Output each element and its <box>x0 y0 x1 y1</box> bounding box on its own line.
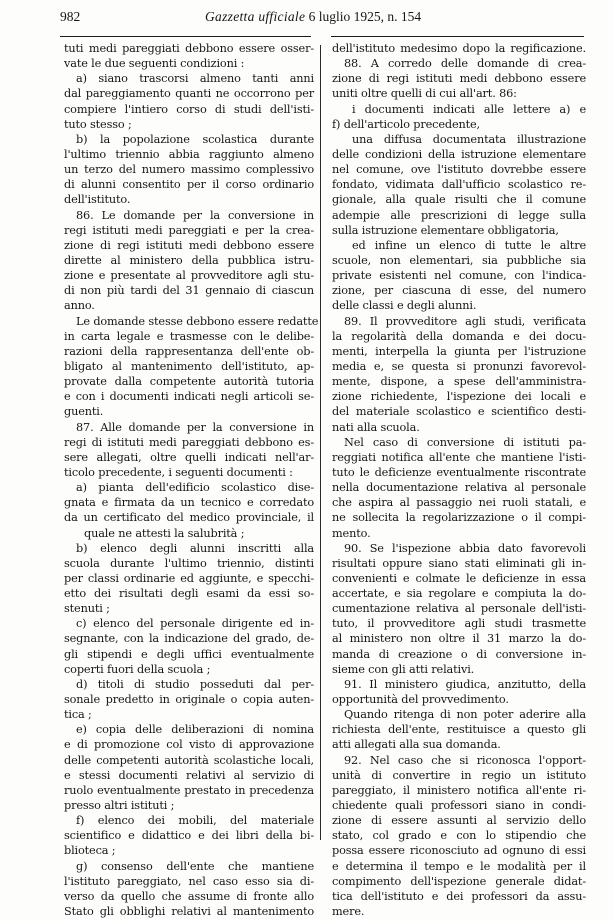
text-line: ticolo precedente, i seguenti documenti : <box>64 465 293 479</box>
text-line: zione di essere assunti al servizio dello <box>332 814 586 828</box>
text-line: tuto, il provveditore agli studi trasmette <box>332 617 586 631</box>
text-line: c) elenco del personale dirigente ed in- <box>76 617 314 631</box>
text-line: 86. Le domande per la conversione in <box>76 208 314 222</box>
text-line: Quando ritenga di non poter aderire alla <box>344 708 586 722</box>
text-line: nati alla scuola. <box>332 420 420 434</box>
gazette-title: Gazzetta ufficiale <box>205 9 306 24</box>
text-line: zione, per ciascuna di esse, del numero <box>332 284 586 298</box>
text-line: compiere l'intiero corso di studi dell'isti- <box>64 102 314 116</box>
text-line: etto dei risultati degli esami da essi so- <box>64 587 314 601</box>
text-line: e determina il tempo e le modalità per il <box>332 859 586 873</box>
text-line: regi istituti medi pareggiati e per la crea- <box>64 223 314 237</box>
text-line: b) la popolazione scolastica durante <box>76 132 314 146</box>
text-line: a) pianta dell'edificio scolastico dise- <box>76 481 314 495</box>
text-line: e con i documenti indicati negli articoli se- <box>64 390 314 404</box>
page-number: 982 <box>60 9 81 24</box>
text-line: richiesta dell'ente, restituisce a questo gli <box>332 723 586 737</box>
text-line: presso altri istituti ; <box>64 799 175 813</box>
text-line: una diffusa documentata illustrazione <box>352 132 586 146</box>
text-line: ruolo eventualmente prestato in precedenza <box>64 783 314 797</box>
text-line: g) consenso dell'ente che mantiene <box>76 859 314 873</box>
text-line: stato, col grado e con lo stipendio che <box>332 829 586 843</box>
text-line: anno. <box>64 299 95 313</box>
text-line: coperti fuori della scuola ; <box>64 662 211 676</box>
text-line: zione richiedente, l'ispezione dei locali e <box>332 390 586 404</box>
text-line: ed infine un elenco di tutte le altre <box>352 238 586 252</box>
text-line: b) elenco degli alunni inscritti alla <box>76 541 314 555</box>
header-rule-left <box>60 36 311 37</box>
text-line: atti allegati alla sua domanda. <box>332 738 501 752</box>
text-line: di alunni consentito per il corso ordinario <box>64 178 314 192</box>
text-line: 89. Il provveditore agli studi, verificata <box>344 314 586 328</box>
text-line: pareggiato, il ministero notifica all'ente ri- <box>332 783 586 797</box>
text-line: da un certificato del medico provinciale, il <box>64 511 314 525</box>
text-line: unità di convertire in regio un istituto <box>332 768 586 782</box>
text-line: opportunità del provvedimento. <box>332 693 509 707</box>
text-line: d) titoli di studio posseduti dal per- <box>76 677 314 691</box>
text-line: zione e presentate al provveditore agli stu- <box>64 269 314 283</box>
text-line: delle competenti autorità scolastiche locali, <box>64 753 314 767</box>
text-line: tuti medi pareggiati debbono essere osser- <box>64 42 314 55</box>
text-line: fondato, vidimata dall'ufficio scolastico re- <box>332 178 586 192</box>
text-line: nel comune, ove l'istituto dovrebbe essere <box>332 163 586 177</box>
text-line: cumentazione relativa al personale dell'isti- <box>332 602 586 616</box>
text-line: zione di regi istituti medi debbono essere <box>64 238 314 252</box>
text-line: nella documentazione relativa al personale <box>332 481 586 495</box>
text-line: f) elenco dei mobili, del materiale <box>76 814 314 828</box>
text-line: a) siano trascorsi almeno tanti anni <box>76 72 314 86</box>
text-line: 92. Nel caso che si riconosca l'opport- <box>344 753 586 767</box>
text-line: verso da quello che assume di fronte allo <box>64 889 314 903</box>
text-line: manda di creazione o di conversione in- <box>332 647 586 661</box>
text-line: dirette al ministero della pubblica istru- <box>64 253 314 267</box>
text-line: Nel caso di conversione di istituti pa- <box>344 435 586 449</box>
text-line: in carta legale e trasmesse con le delibe- <box>64 329 314 343</box>
text-line: delle condizioni della istruzione elementare <box>332 147 586 161</box>
text-line: quale ne attesti la salubrità ; <box>84 526 245 540</box>
issue-date: 6 luglio 1925, n. 154 <box>305 9 422 24</box>
page-header <box>0 9 614 29</box>
text-line: dal pareggiamento quanti ne occorrono per <box>64 87 314 101</box>
text-line: 90. Se l'ispezione abbia dato favorevoli <box>344 541 586 555</box>
text-line: Stato gli obblighi relativi al mantenimento <box>64 905 314 919</box>
text-line: e stessi documenti relativi al servizio di <box>64 768 314 782</box>
text-line: per classi ordinarie ed aggiunte, e specchi- <box>64 571 314 585</box>
text-line: dell'istituto. <box>64 193 131 207</box>
header-rule-right <box>331 36 584 37</box>
running-title <box>205 9 421 25</box>
text-line: 87. Alle domande per la conversione in <box>76 420 314 434</box>
text-line: 91. Il ministero giudica, anzitutto, della <box>344 677 586 691</box>
text-line: l'ultimo triennio abbia raggiunto almeno <box>64 147 314 161</box>
text-line: mere. <box>332 905 365 919</box>
text-line: blioteca ; <box>64 844 116 858</box>
text-line: l'istituto pareggiato, nel caso esso sia di- <box>64 874 314 888</box>
text-line: tuto stesso ; <box>64 117 132 131</box>
text-line: che aspira al passaggio nei ruoli statali, e <box>332 496 586 510</box>
text-line: sonale predetto in originale o copia auten- <box>64 693 314 707</box>
text-line: sieme con gli atti relativi. <box>332 662 475 676</box>
text-line: al ministero non oltre il 31 marzo la do- <box>332 632 586 646</box>
right-column <box>332 41 586 919</box>
text-line: sere allegati, oltre quelli indicati nell'ar- <box>64 450 314 464</box>
text-line: zione di regi istituti medi debbono essere <box>332 72 586 86</box>
text-line: menti, interpella la giunta per l'istruzione <box>332 344 586 358</box>
left-column <box>64 41 319 919</box>
text-line: scientifico e didattico e dei libri della bi- <box>64 829 314 843</box>
text-line: mento. <box>332 526 371 540</box>
text-line: guenti. <box>64 405 104 419</box>
text-line: media e, se questa si pronunzi favorevol- <box>332 359 586 373</box>
text-line: delle classi e degli alunni. <box>332 299 477 313</box>
text-line: reggiati notifica all'ente che mantiene l'isti- <box>332 450 586 464</box>
text-line: razioni della rappresentanza dell'ente ob- <box>64 344 314 358</box>
text-line: sulla istruzione elementare obbligatoria, <box>332 223 559 237</box>
text-line: tica ; <box>64 708 92 722</box>
text-line: scuola durante l'ultimo triennio, distinti <box>64 556 314 570</box>
text-line: risultati oppure siano stati eliminati gli in- <box>332 556 586 570</box>
text-line: tica dell'istituto e dei professori da assu- <box>332 889 586 903</box>
text-line: possa essere riconosciuto ad ognuno di essi <box>332 844 586 858</box>
text-line: convenienti e colmate le deficienze in essa <box>332 571 586 585</box>
text-line: e) copia delle deliberazioni di nomina <box>76 723 314 737</box>
text-line: bligato al mantenimento dell'istituto, ap- <box>64 359 314 373</box>
text-line: 88. A corredo delle domande di crea- <box>344 57 586 71</box>
text-line: adempie alle prescrizioni di legge sulla <box>332 208 586 222</box>
text-line: f) dell'articolo precedente, <box>332 117 480 131</box>
text-line: gnata e firmata da un tecnico e corredato <box>64 496 314 510</box>
text-line: regi di istituti medi pareggiati debbono es- <box>64 435 314 449</box>
text-line: di non più tardi del 31 gennaio di ciascun <box>64 284 314 298</box>
text-line: segnante, con la indicazione del grado, de- <box>64 632 314 646</box>
text-line: scuole, non elementari, sia pubbliche sia <box>332 253 586 267</box>
text-line: Le domande stesse debbono essere redatte <box>76 314 319 328</box>
text-line: vate le due seguenti condizioni : <box>64 57 245 71</box>
text-line: gli stipendi e degli uffici eventualmente <box>64 647 314 661</box>
text-line: tuto le deficienze eventualmente riscontrate <box>332 465 586 479</box>
text-line: private esistenti nel comune, con l'indica- <box>332 269 586 283</box>
text-line: e di promozione col visto di approvazione <box>64 738 314 752</box>
text-line: ne sollecita la regolarizzazione o il compi- <box>332 511 586 525</box>
text-line: chiedente quali professori siano in condi- <box>332 799 586 813</box>
text-line: compimento dell'ispezione generale didat- <box>332 874 586 888</box>
column-separator <box>320 45 321 840</box>
text-line: i documenti indicati alle lettere a) e <box>352 102 586 116</box>
text-line: uniti oltre quelli di cui all'art. 86: <box>332 87 517 101</box>
text-line: la regolarità della domanda e dei docu- <box>332 329 586 343</box>
text-line: dell'istituto medesimo dopo la regificazione. <box>332 42 586 55</box>
text-line: del materiale scolastico e scientifico desti- <box>332 405 586 419</box>
text-line: provate dalla competente autorità tutoria <box>64 375 314 389</box>
text-line: un terzo del numero massimo complessivo <box>64 163 314 177</box>
text-line: gionale, alla quale risulti che il comune <box>332 193 586 207</box>
text-line: mente, dispone, a spese dell'amministra- <box>332 375 586 389</box>
text-line: accertate, e sia regolare e compiuta la do- <box>332 587 586 601</box>
text-line: stenuti ; <box>64 602 110 616</box>
